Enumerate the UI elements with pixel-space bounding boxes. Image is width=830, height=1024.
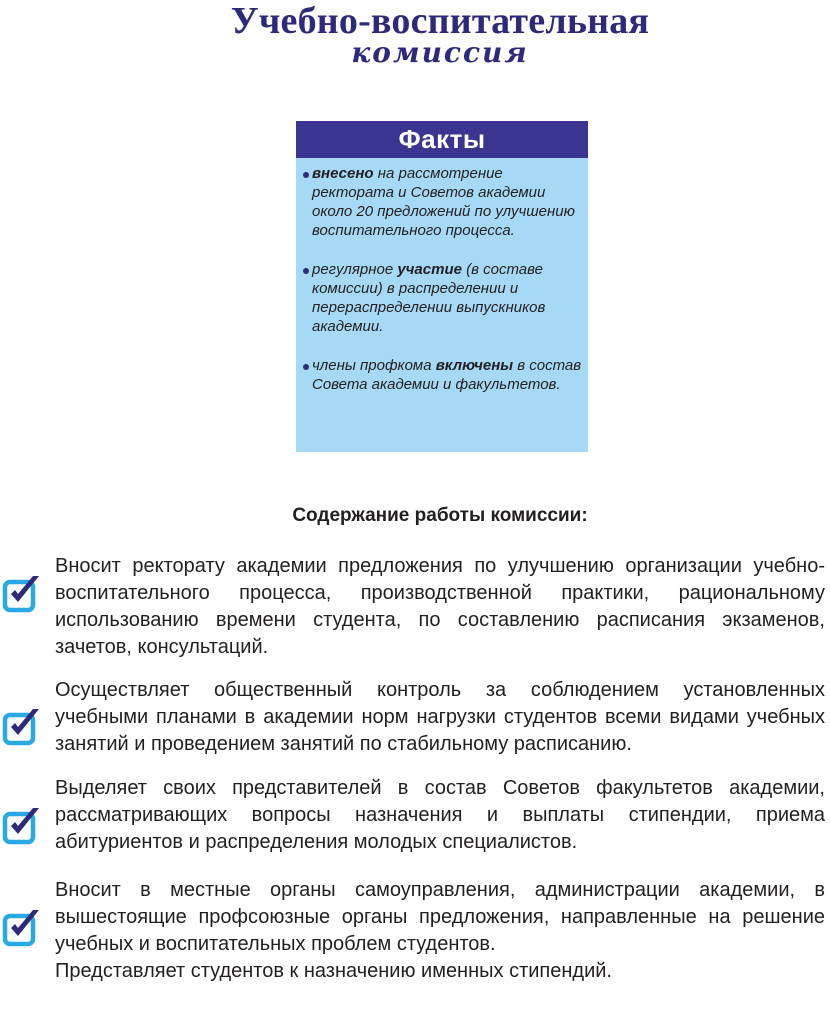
checkbox-check-icon xyxy=(2,573,42,613)
duty-text: Вносит в местные органы самоуправления, администрации академии, в вышестоящие профсоюзные органы предложения, направленные на решение учебных и воспитательных проблем студентов. xyxy=(55,879,825,955)
duty-text: Выделяет своих представителей в состав Советов факультетов академии, рассматривающих вопросы назначения и выплаты стипендии, приема абитуриентов и распределения молодых специалистов. xyxy=(55,777,825,853)
fact-item: регулярное участие (в составе комиссии) в распределении и перераспределении выпускников академии. xyxy=(303,260,582,336)
bullet-dot-icon xyxy=(303,268,309,274)
page-title: Учебно-воспитательная xyxy=(230,0,650,42)
page-subtitle: комиссия xyxy=(351,36,529,69)
bullet-dot-icon xyxy=(303,172,309,178)
checkbox-check-icon xyxy=(2,907,42,947)
duty-text: Вносит ректорату академии предложения по улучшению организации учебно-воспитательного процесса, производственной практики, рациональному использованию времени студента, по составлению расписания экзаменов, зачетов, консультаций. xyxy=(55,555,825,658)
fact-emphasis: участие xyxy=(397,261,462,278)
fact-emphasis: внесено xyxy=(312,165,374,182)
duty-text: Осуществляет общественный контроль за соблюдением установленных учебными планами в академии норм нагрузки студентов всеми видами учебных занятий и проведением занятий по стабильному расписанию. xyxy=(55,679,825,755)
section-heading: Содержание работы комиссии: xyxy=(292,505,588,526)
facts-heading: Факты xyxy=(296,121,588,158)
checkbox-check-icon xyxy=(2,706,42,746)
bullet-dot-icon xyxy=(303,364,309,370)
fact-item: внесено на рассмотрение ректората и Советов академии около 20 предложений по улучшению воспитательного процесса. xyxy=(303,164,582,240)
facts-list xyxy=(296,158,588,394)
duty-item xyxy=(55,553,825,661)
duty-text-extra: Представляет студентов к назначению именных стипендий. xyxy=(55,960,612,982)
facts-panel xyxy=(296,121,588,452)
checkbox-check-icon xyxy=(2,805,42,845)
fact-emphasis: включены xyxy=(435,357,514,374)
duty-item xyxy=(55,877,825,985)
duty-item xyxy=(55,775,825,856)
fact-item: члены профкома включены в состав Совета академии и факультетов. xyxy=(303,356,582,394)
duty-item xyxy=(55,677,825,758)
